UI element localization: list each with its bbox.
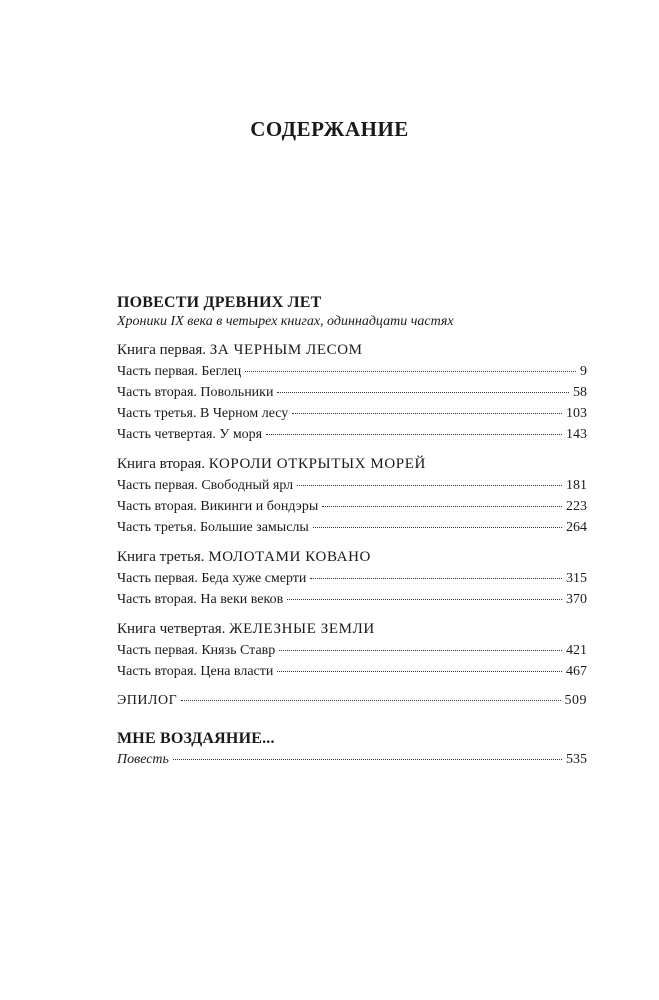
toc-entry[interactable] <box>117 661 587 682</box>
entry-page-number: 467 <box>566 664 587 679</box>
entry-page-number: 143 <box>566 427 587 442</box>
book-heading <box>117 453 587 475</box>
book-title: МОЛОТАМИ КОВАНО <box>208 549 371 565</box>
dot-leader <box>297 485 562 486</box>
entry-label: ЭПИЛОГ <box>117 693 178 708</box>
book-title: ЗА ЧЕРНЫМ ЛЕСОМ <box>209 342 363 358</box>
book-heading <box>117 339 587 361</box>
dot-leader <box>277 671 562 672</box>
dot-leader <box>266 434 562 435</box>
dot-leader <box>310 578 562 579</box>
book-title: ЖЕЛЕЗНЫЕ ЗЕМЛИ <box>229 621 375 637</box>
book-4 <box>117 618 587 682</box>
toc-entry[interactable] <box>117 475 587 496</box>
entry-label: Часть вторая. Повольники <box>117 385 274 400</box>
toc-entry[interactable] <box>117 749 587 770</box>
section-subtitle: Хроники IX века в четырех книгах, одиннадцати частях <box>117 314 454 329</box>
entry-label: Часть четвертая. У моря <box>117 427 263 442</box>
book-prefix: Книга первая. <box>117 342 206 358</box>
entry-label: Часть третья. Большие замыслы <box>117 520 309 535</box>
section-mne-vozdayanie <box>117 729 587 770</box>
entry-page-number: 535 <box>566 752 587 767</box>
dot-leader <box>313 527 562 528</box>
book-heading <box>117 546 587 568</box>
entry-page-number: 509 <box>564 693 587 708</box>
dot-leader <box>279 650 562 651</box>
book-prefix: Книга третья. <box>117 549 205 565</box>
toc-entry[interactable] <box>117 382 587 403</box>
dot-leader <box>173 759 562 760</box>
table-of-contents <box>117 293 587 770</box>
entry-page-number: 223 <box>566 499 587 514</box>
toc-entry-epilogue[interactable] <box>117 690 587 711</box>
book-prefix: Книга четвертая. <box>117 621 226 637</box>
entry-page-number: 58 <box>573 385 587 400</box>
dot-leader <box>287 599 562 600</box>
entry-page-number: 181 <box>566 478 587 493</box>
dot-leader <box>181 700 560 701</box>
entry-page-number: 264 <box>566 520 587 535</box>
book-title: КОРОЛИ ОТКРЫТЫХ МОРЕЙ <box>208 456 426 472</box>
section-heading: МНЕ ВОЗДАЯНИЕ... <box>117 730 275 747</box>
toc-entry[interactable] <box>117 640 587 661</box>
book-3 <box>117 546 587 610</box>
book-heading <box>117 618 587 640</box>
page-title: СОДЕРЖАНИЕ <box>250 117 409 141</box>
entry-label: Часть вторая. Цена власти <box>117 664 274 679</box>
toc-entry[interactable] <box>117 496 587 517</box>
entry-label: Повесть <box>117 752 169 767</box>
entry-page-number: 370 <box>566 592 587 607</box>
book-prefix: Книга вторая. <box>117 456 205 472</box>
dot-leader <box>322 506 562 507</box>
entry-label: Часть третья. В Черном лесу <box>117 406 289 421</box>
toc-entry[interactable] <box>117 424 587 445</box>
toc-entry[interactable] <box>117 361 587 382</box>
entry-label: Часть первая. Беглец <box>117 364 242 379</box>
entry-label: Часть вторая. Викинги и бондэры <box>117 499 319 514</box>
dot-leader <box>292 413 562 414</box>
entry-page-number: 9 <box>580 364 587 379</box>
entry-label: Часть первая. Князь Ставр <box>117 643 276 658</box>
book-1 <box>117 339 587 445</box>
toc-entry[interactable] <box>117 568 587 589</box>
toc-entry[interactable] <box>117 403 587 424</box>
entry-label: Часть вторая. На веки веков <box>117 592 284 607</box>
entry-label: Часть первая. Беда хуже смерти <box>117 571 307 586</box>
book-2 <box>117 453 587 538</box>
toc-entry[interactable] <box>117 589 587 610</box>
entry-page-number: 421 <box>566 643 587 658</box>
section-povesti <box>117 293 587 711</box>
dot-leader <box>245 371 576 372</box>
entry-label: Часть первая. Свободный ярл <box>117 478 294 493</box>
dot-leader <box>277 392 569 393</box>
toc-entry[interactable] <box>117 517 587 538</box>
entry-page-number: 103 <box>566 406 587 421</box>
section-heading: ПОВЕСТИ ДРЕВНИХ ЛЕТ <box>117 294 322 311</box>
entry-page-number: 315 <box>566 571 587 586</box>
